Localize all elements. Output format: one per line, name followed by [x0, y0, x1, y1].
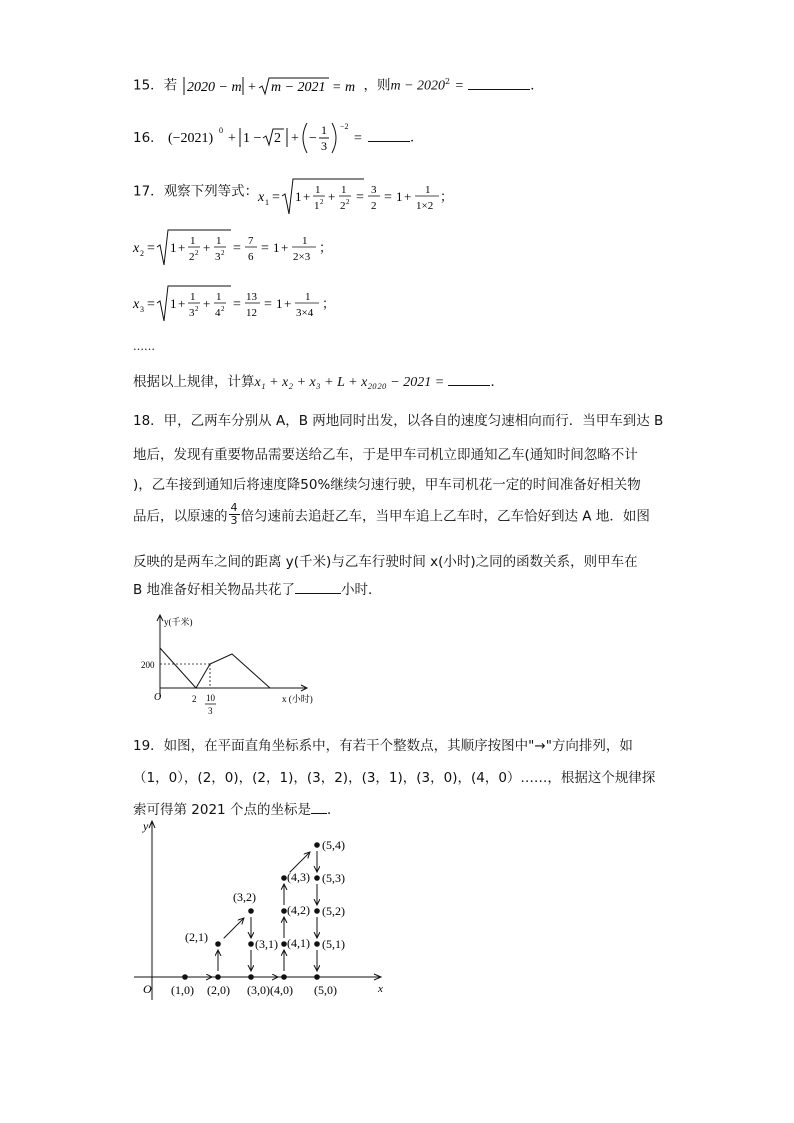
- q18-frac-den: 3: [230, 514, 238, 527]
- q17-row1-n2: 1: [341, 184, 347, 196]
- q17-row3-d1: 3: [189, 307, 195, 319]
- q15-prefix: 若: [163, 77, 178, 94]
- question-16: [133, 121, 423, 155]
- q18-last-b: 小时．: [341, 582, 382, 598]
- q19-y-label: y: [143, 819, 149, 833]
- q18-line-5: 反映的是两车之间的距离 y(千米)与乙车行驶时间 x(小时)之同的函数关系，则甲车在: [133, 554, 638, 570]
- q17-row1-d2exp: 2: [346, 198, 350, 206]
- q16-paren-right: [332, 123, 336, 153]
- q15-radicand: m − 2021: [271, 80, 327, 95]
- q18-x-label: x (小时): [282, 694, 313, 704]
- q16-plus-1: +: [227, 131, 236, 146]
- q16-equals: =: [353, 131, 362, 146]
- q19-point-4-3: [281, 875, 287, 881]
- q16-number: 16．: [133, 129, 164, 146]
- q16-plus-2: +: [290, 131, 299, 146]
- q18-answer-blank[interactable]: [295, 592, 341, 594]
- q18-frac-num: 4: [230, 501, 238, 514]
- q16-base: (−2021): [167, 131, 214, 146]
- q16-end: ．: [409, 129, 424, 146]
- q18-fraction: [229, 502, 240, 527]
- q15-number: 15．: [133, 77, 164, 94]
- q16-paren-left: [303, 123, 307, 153]
- q15-expr: m − 2020: [390, 78, 446, 94]
- q17-row1-plus2: +: [328, 189, 336, 204]
- q17-conclude-text: 根据以上规律，计算: [133, 374, 255, 390]
- q19-point-label-4-2: (4,2): [287, 903, 310, 917]
- q16-radicand: 2: [273, 131, 281, 146]
- q16-exp0: 0: [218, 126, 223, 135]
- q16-abs-left-text: 1 −: [242, 131, 262, 146]
- q17-row1-n1: 1: [315, 184, 321, 196]
- q19-point-label-5-3: (5,3): [322, 871, 345, 885]
- q15-end: ．: [530, 77, 544, 94]
- q17-row2-ld: 6: [248, 251, 254, 263]
- q17-row3-plus1: +: [178, 296, 186, 311]
- q17-row2-var: x: [133, 241, 140, 256]
- q17-row3-n2: 1: [216, 291, 222, 303]
- q19-point-5-2: [314, 908, 320, 914]
- q17-row3-ln: 13: [246, 291, 257, 303]
- q17-row1-var: x: [258, 190, 265, 205]
- q17-row1-eq1: =: [272, 190, 280, 205]
- q17-row2-eq1: =: [147, 241, 155, 256]
- q17-row3-one2: 1: [276, 296, 283, 311]
- q18-line-6: [133, 578, 382, 598]
- q18-graph: [140, 612, 325, 722]
- q17-conclusion: [133, 374, 504, 392]
- q19-line-1: 19．如图，在平面直角坐标系中，有若干个整数点，其顺序按图中"→"方向排列，如: [133, 738, 633, 754]
- q15-condition-svg: [181, 75, 363, 97]
- q18-line-1: 18．甲，乙两车分别从 A，B 两地同时出发，以各自的速度匀速相向而行．当甲车到达 B: [133, 413, 664, 429]
- q16-frac-num: 1: [320, 123, 327, 137]
- q17-row1-d2: 2: [340, 200, 346, 212]
- q18-origin: O: [154, 692, 162, 703]
- q19-points: [171, 838, 345, 997]
- q19-answer-blank[interactable]: [311, 812, 327, 814]
- q17-row2-eq2: =: [233, 241, 241, 256]
- q17-row2-pd: 2×3: [293, 251, 311, 263]
- q17-row3-sub: 3: [140, 305, 144, 314]
- q17-row-3: [133, 284, 336, 324]
- q17-row2-n2: 1: [216, 235, 222, 247]
- q17-row2-one2: 1: [273, 240, 280, 255]
- q19-point-label-5-2: (5,2): [322, 904, 345, 918]
- q15-equals: =: [454, 78, 464, 94]
- q19-point-2-0: [215, 974, 221, 980]
- q18-y-tick: 200: [141, 660, 155, 670]
- q17-row2-plus1: +: [178, 240, 186, 255]
- q17-row3-pd: 3×4: [296, 307, 314, 319]
- q19-point-3-1: [248, 941, 254, 947]
- q17-row3-plus2: +: [203, 296, 211, 311]
- q18-line-3: )，乙车接到通知后将速度降50%继续匀速行驶，甲车司机花一定的时间准备好相关物: [133, 477, 641, 493]
- q17-row1-one2: 1: [396, 189, 403, 204]
- q18-x-tick-1: 2: [192, 694, 197, 704]
- q17-row2-pn: 1: [302, 235, 308, 247]
- q18-x-tick-2-num: 10: [206, 693, 215, 703]
- q19-point-label-5-0: (5,0): [314, 983, 337, 997]
- q18-graph-line: [160, 648, 270, 688]
- q18-y-label: y(千米): [164, 617, 193, 627]
- q17-row2-one: 1: [170, 240, 177, 255]
- q17-row-1: [258, 177, 454, 217]
- q17-row2-d1exp: 2: [195, 249, 199, 257]
- q17-row1-d1: 1: [314, 200, 320, 212]
- q17-row2-plus2: +: [203, 240, 211, 255]
- q19-point-label-1-0: (1,0): [171, 983, 194, 997]
- q18-line4-a: 品后，以原速的: [133, 508, 228, 525]
- q15-plus: +: [248, 80, 257, 95]
- q17-row1-ln: 3: [371, 184, 377, 196]
- q19-point-2-1: [215, 941, 221, 947]
- q19-point-label-3-2: (3,2): [233, 890, 256, 904]
- q19-point-4-2: [281, 908, 287, 914]
- q17-row1-one: 1: [295, 189, 302, 204]
- q17-row1-ld: 2: [371, 200, 377, 212]
- question-17-intro: [133, 183, 258, 200]
- q17-answer-blank[interactable]: [448, 384, 490, 386]
- q17-row1-pn: 1: [425, 184, 431, 196]
- q17-row2-end: ；: [319, 240, 333, 255]
- q17-row2-d2exp: 2: [221, 249, 225, 257]
- q17-end: ．: [490, 374, 504, 390]
- q16-frac-den: 3: [320, 139, 327, 153]
- q17-sum-expr: x₁ + x₂ + x₃ + L + x₂₀₂₀ − 2021 =: [254, 375, 445, 390]
- q15-mid: ，则: [363, 77, 391, 94]
- q19-point-3-0: [248, 974, 254, 980]
- q19-point-label-4-3: (4,3): [287, 870, 310, 884]
- q17-row1-end: ；: [440, 189, 454, 204]
- q15-abs-content: 2020 − m: [187, 80, 243, 95]
- q19-point-5-4: [314, 842, 320, 848]
- q18-line-2: 地后，发现有重要物品需要送给乙车，于是甲车司机立即通知乙车(通知时间忽略不计: [133, 447, 638, 463]
- q19-x-label: x: [378, 983, 383, 995]
- q19-arrow-3: [224, 918, 244, 938]
- q17-row2-sub: 2: [140, 249, 144, 258]
- q17-row2-plus3: +: [281, 240, 289, 255]
- q19-line-2: （1，0），(2，0)，(2，1)，(3，2)，(3，1)，(3，0)，(4，0）……，根据这个规律探: [133, 770, 656, 786]
- q19-point-label-3-1: (3,1): [255, 937, 278, 951]
- q19-origin: O: [143, 982, 152, 996]
- q17-row3-eq1: =: [147, 297, 155, 312]
- q17-row3-one: 1: [170, 296, 177, 311]
- q19-point-4-1: [281, 941, 287, 947]
- q17-row1-plus3: +: [404, 189, 412, 204]
- q19-end: ．: [326, 802, 341, 818]
- q17-row-2: [133, 228, 333, 268]
- q19-point-label-2-0: (2,0): [207, 983, 230, 997]
- q17-row3-eq2: =: [233, 297, 241, 312]
- q19-point-label-4-0: (4,0): [270, 983, 293, 997]
- q17-row1-eq3: =: [384, 190, 392, 205]
- q17-row2-d2: 3: [215, 251, 221, 263]
- q17-row3-eq3: =: [264, 297, 272, 312]
- q15-rhs: = m: [332, 80, 356, 95]
- q17-row1-d1exp: 2: [320, 198, 324, 206]
- q17-row1-plus1: +: [303, 189, 311, 204]
- q17-row3-end: ；: [322, 296, 336, 311]
- q19-line3-text: 索可得第 2021 个点的坐标是: [133, 802, 311, 818]
- q18-line-4: [133, 502, 650, 527]
- q19-point-label-3-0: (3,0): [247, 983, 270, 997]
- q19-point-label-2-1: (2,1): [185, 930, 208, 944]
- q19-point-label-5-1: (5,1): [322, 937, 345, 951]
- q16-frac-sign: −: [308, 131, 317, 146]
- q17-intro: 观察下列等式：: [163, 183, 259, 200]
- q19-point-3-2: [248, 908, 254, 914]
- q17-row1-eq2: =: [356, 190, 364, 205]
- question-15: [133, 75, 544, 97]
- q17-row2-n1: 1: [190, 235, 196, 247]
- q16-answer-blank[interactable]: [368, 140, 410, 142]
- q17-row1-sub: 1: [265, 198, 269, 207]
- q17-row3-ld: 12: [246, 307, 257, 319]
- q17-ellipsis: ……: [133, 340, 155, 353]
- q19-point-label-4-1: (4,1): [287, 936, 310, 950]
- q17-number: 17．: [133, 183, 164, 200]
- q19-point-label-5-4: (5,4): [322, 838, 345, 852]
- q17-row2-d1: 2: [189, 251, 195, 263]
- q19-point-1-0: [182, 974, 188, 980]
- q17-row3-d2: 4: [215, 307, 221, 319]
- q15-exponent: 2: [445, 77, 451, 86]
- q19-point-5-3: [314, 875, 320, 881]
- q17-row2-eq3: =: [261, 241, 269, 256]
- q17-row3-n1: 1: [190, 291, 196, 303]
- q16-exp2: −2: [339, 122, 349, 131]
- q17-row3-plus3: +: [284, 296, 292, 311]
- q19-point-4-0: [281, 974, 287, 980]
- q17-row3-var: x: [133, 297, 140, 312]
- q19-graph: [130, 815, 395, 1005]
- q18-x-tick-2-den: 3: [208, 706, 213, 716]
- q16-expression: [168, 121, 368, 155]
- q18-last-a: B 地准备好相关物品共花了: [133, 582, 296, 598]
- q15-answer-blank[interactable]: [468, 88, 530, 90]
- q17-row2-ln: 7: [248, 235, 254, 247]
- q17-row1-pd: 1×2: [416, 200, 434, 212]
- q18-line4-b: 倍匀速前去追赶乙车，当甲车追上乙车时，乙车恰好到达 A 地．如图: [240, 508, 650, 525]
- q17-row3-d2exp: 2: [221, 305, 225, 313]
- q19-point-5-1: [314, 941, 320, 947]
- q17-row3-d1exp: 2: [195, 305, 199, 313]
- q15-condition: [181, 75, 363, 97]
- q19-point-5-0: [314, 974, 320, 980]
- q17-row3-pn: 1: [305, 291, 311, 303]
